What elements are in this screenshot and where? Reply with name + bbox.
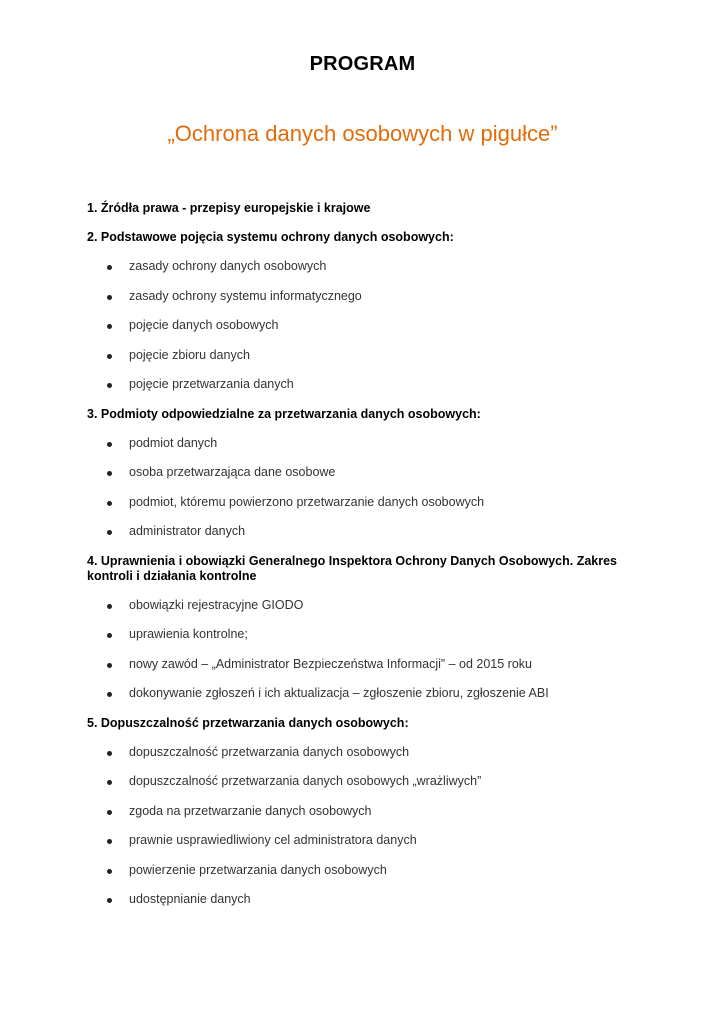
section-heading: 1. Źródła prawa - przepisy europejskie i krajowe	[87, 201, 371, 215]
bullet-icon	[107, 354, 112, 359]
list-item-text: prawnie usprawiedliwiony cel administratora danych	[129, 833, 417, 847]
list-item	[87, 377, 647, 392]
section-heading: 5. Dopuszczalność przetwarzania danych osobowych:	[87, 715, 409, 730]
bullet-icon	[107, 530, 112, 535]
section-heading: 4. Uprawnienia i obowiązki Generalnego Inspektora Ochrony Danych Osobowych. Zakres kontroli i działania kontrolne	[87, 553, 618, 583]
list-item-text: osoba przetwarzająca dane osobowe	[129, 465, 336, 479]
document-title: PROGRAM	[309, 53, 416, 75]
list-item-text: dopuszczalność przetwarzania danych osobowych	[129, 744, 410, 759]
bullet-icon	[107, 780, 112, 785]
bullet-icon	[107, 810, 112, 815]
list-item	[87, 289, 647, 304]
section-heading: 2. Podstawowe pojęcia systemu ochrony danych osobowych:	[87, 230, 454, 244]
list-item	[87, 495, 647, 510]
bullet-icon	[107, 692, 112, 697]
document-subtitle: „Ochrona danych osobowych w pigułce”	[167, 121, 558, 146]
list-item	[87, 686, 647, 701]
list-item	[87, 318, 647, 333]
list-item-text: nowy zawód – „Administrator Bezpieczeństwa Informacji” – od 2015 roku	[129, 656, 532, 671]
bullet-icon	[107, 471, 112, 476]
list-item	[87, 657, 647, 672]
section-list	[87, 436, 647, 540]
bullet-icon	[107, 604, 112, 609]
list-item-text: dokonywanie zgłoszeń i ich aktualizacja – zgłoszenie zbioru, zgłoszenie ABI	[129, 686, 549, 700]
bullet-icon	[107, 898, 112, 903]
bullet-icon	[107, 633, 112, 638]
section-heading: 3. Podmioty odpowiedzialne za przetwarzania danych osobowych:	[87, 406, 481, 421]
section-list	[87, 745, 647, 908]
list-item-text: zasady ochrony systemu informatycznego	[129, 288, 362, 303]
list-item-text: zasady ochrony danych osobowych	[129, 259, 327, 273]
list-item	[87, 348, 647, 363]
list-item	[87, 745, 647, 760]
bullet-icon	[107, 663, 112, 668]
section-list	[87, 259, 647, 392]
list-item	[87, 436, 647, 451]
bullet-icon	[107, 265, 112, 270]
bullet-icon	[107, 751, 112, 756]
list-item	[87, 598, 647, 613]
list-item	[87, 892, 647, 907]
list-item-text: obowiązki rejestracyjne GIODO	[129, 597, 304, 612]
list-item-text: udostępnianie danych	[129, 892, 251, 906]
list-item	[87, 627, 647, 642]
list-item-text: pojęcie danych osobowych	[129, 318, 279, 332]
list-item-text: powierzenie przetwarzania danych osobowych	[129, 862, 387, 877]
list-item-text: uprawienia kontrolne;	[129, 627, 248, 641]
list-item	[87, 524, 647, 539]
list-item	[87, 259, 647, 274]
bullet-icon	[107, 324, 112, 329]
bullet-icon	[107, 501, 112, 506]
program-content	[87, 201, 647, 922]
list-item	[87, 774, 647, 789]
list-item-text: zgoda na przetwarzanie danych osobowych	[129, 803, 372, 818]
bullet-icon	[107, 869, 112, 874]
list-item-text: podmiot, któremu powierzono przetwarzanie danych osobowych	[129, 494, 485, 509]
list-item	[87, 833, 647, 848]
list-item-text: pojęcie przetwarzania danych	[129, 377, 294, 391]
list-item	[87, 465, 647, 480]
bullet-icon	[107, 295, 112, 300]
bullet-icon	[107, 839, 112, 844]
list-item	[87, 863, 647, 878]
list-item-text: dopuszczalność przetwarzania danych osobowych „wrażliwych”	[129, 774, 482, 788]
list-item	[87, 804, 647, 819]
list-item-text: administrator danych	[129, 524, 246, 538]
list-item-text: podmiot danych	[129, 435, 218, 450]
bullet-icon	[107, 383, 112, 388]
section-list	[87, 598, 647, 702]
bullet-icon	[107, 442, 112, 447]
list-item-text: pojęcie zbioru danych	[129, 347, 250, 362]
